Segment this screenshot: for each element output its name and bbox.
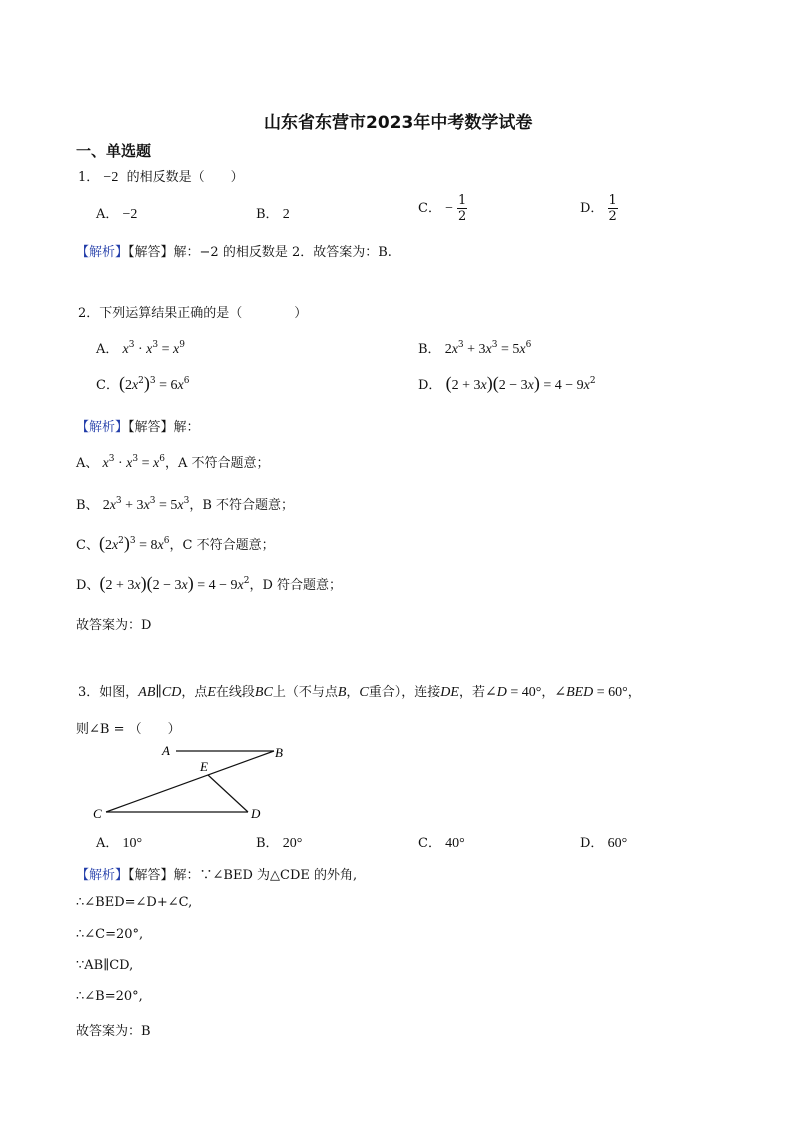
q1-stem-text: 的相反数是（ ） <box>126 170 244 185</box>
q2-option-a[interactable]: A． $x^3 \cdot x^3 = x^9$ <box>96 340 185 357</box>
q3-solution-2: ∴∠BED=∠D+∠C, <box>76 895 193 910</box>
analysis-tag: 【解析】 <box>76 868 129 883</box>
line-label: C、 <box>76 538 99 553</box>
option-text: 2 <box>282 207 290 222</box>
q3-solution-5: ∴∠B=20°, <box>76 989 143 1004</box>
option-text: 10° <box>122 836 143 851</box>
question-number: 2． <box>78 306 100 321</box>
segment-ed <box>208 775 248 812</box>
numerator: 1 <box>458 193 467 208</box>
option-label: A． <box>96 207 119 222</box>
line-note: ，A 不符合题意； <box>164 456 270 471</box>
section-heading: 一、单选题 <box>76 142 152 160</box>
segment-bc <box>106 751 274 812</box>
q3-option-d[interactable] <box>580 832 627 852</box>
option-text: −2 <box>122 207 138 222</box>
answer-tag: 【解答】 <box>128 420 174 435</box>
fraction <box>608 193 618 224</box>
stem-text: ， <box>541 685 555 700</box>
question-number: 1． <box>78 170 100 185</box>
q3-option-a[interactable] <box>96 832 142 852</box>
option-label: B． <box>256 207 279 222</box>
denominator: 2 <box>458 209 467 224</box>
stem-text: 在线段 <box>215 685 255 700</box>
geometry-figure <box>88 740 283 825</box>
question-number: 3． <box>78 685 100 700</box>
denominator: 2 <box>608 209 617 224</box>
page-title: 山东省东营市2023年中考数学试卷 <box>264 113 533 133</box>
q2-solution-d: D、$(2 + 3x)(2 - 3x) = 4 - 9x^2$，D 符合题意； <box>76 573 342 593</box>
option-label: D． <box>580 836 604 851</box>
q2-stem-text: 下列运算结果正确的是（ ） <box>99 306 308 321</box>
line-label: D、 <box>76 578 100 593</box>
answer-tag: 【解答】 <box>128 868 174 883</box>
analysis-tag: 【解析】 <box>76 245 129 260</box>
option-text: 60° <box>607 836 628 851</box>
question-2-stem <box>78 302 307 321</box>
stem-text: 重合），连接 <box>368 685 441 700</box>
stem-text: 上（不与点 <box>272 685 338 700</box>
option-label: D． <box>580 201 604 216</box>
option-label: B． <box>256 836 279 851</box>
label-d: D <box>251 806 261 821</box>
line-note: ，B 不符合题意； <box>189 498 295 513</box>
answer-tag: 【解答】 <box>128 245 174 260</box>
fraction <box>457 193 467 224</box>
line-label: A、 <box>76 456 99 471</box>
question-3-stem: 3．如图，AB∥CD，点E在线段BC上（不与点B，C重合），连接DE，若∠D = 40°，∠BED = 60°， <box>78 685 641 700</box>
q2-solution-a: A、 $x^3 \cdot x^3 = x^6$，A 不符合题意； <box>76 454 270 471</box>
label-c: C <box>93 806 102 821</box>
q1-option-a[interactable] <box>96 203 137 223</box>
q1-option-b[interactable] <box>256 203 290 223</box>
q3-option-b[interactable] <box>256 832 302 852</box>
option-text: 20° <box>282 836 303 851</box>
q2-solution-c: C、$(2x^2)^3 = 8x^6$，C 不符合题意； <box>76 533 275 553</box>
q2-solution-header <box>76 416 200 435</box>
q2-solution-b: B、 $2x^3 + 3x^3 = 5x^3$，B 不符合题意； <box>76 496 295 513</box>
option-text: 40° <box>445 836 465 851</box>
stem-text: ， <box>627 685 641 700</box>
line-note: ，D 符合题意； <box>249 578 342 593</box>
q1-option-c[interactable] <box>418 193 467 224</box>
line-note: ，C 不符合题意； <box>169 538 275 553</box>
option-label: C． <box>418 201 441 216</box>
q3-solution-4: ∵AB∥CD, <box>76 958 134 973</box>
q2-option-c[interactable]: C．$(2x^2)^3 = 6x^6$ <box>96 373 190 393</box>
q2-final-answer: 故答案为：D <box>76 618 152 633</box>
line-label: B、 <box>76 498 99 513</box>
q3-solution-1 <box>76 864 357 883</box>
q3-solution-3: ∴∠C=20°, <box>76 927 144 942</box>
numerator: 1 <box>608 193 617 208</box>
solution-text: 解：∵∠BED 为△CDE 的外角, <box>173 868 358 883</box>
q1-expr: −2 <box>103 170 119 185</box>
q1-solution-text: 解：−2 的相反数是 2．故答案为：B. <box>173 245 392 260</box>
option-label: A． <box>96 836 119 851</box>
q2-option-b[interactable]: B． $2x^3 + 3x^3 = 5x^6$ <box>418 340 532 357</box>
stem-text: ，点 <box>181 685 208 700</box>
question-3-stem-line2: 则∠B = （ ） <box>76 722 181 737</box>
label-b: B <box>275 745 283 760</box>
stem-text: ，若 <box>458 685 485 700</box>
q3-option-c[interactable] <box>418 832 465 852</box>
option-label: C． <box>418 836 441 851</box>
question-1-stem <box>78 166 244 186</box>
analysis-tag: 【解析】 <box>76 420 129 435</box>
option-sign: − <box>445 201 453 216</box>
label-a: A <box>162 743 170 758</box>
q2-option-d[interactable]: D． $(2 + 3x)(2 - 3x) = 4 - 9x^2$ <box>418 373 596 393</box>
q1-solution <box>76 241 392 260</box>
stem-text: 如图， <box>99 685 139 700</box>
q1-option-d[interactable] <box>580 193 618 224</box>
q3-final-answer: 故答案为：B <box>76 1024 151 1039</box>
stem-text: ， <box>346 685 360 700</box>
solution-intro: 解： <box>173 420 200 435</box>
label-e: E <box>200 759 208 774</box>
